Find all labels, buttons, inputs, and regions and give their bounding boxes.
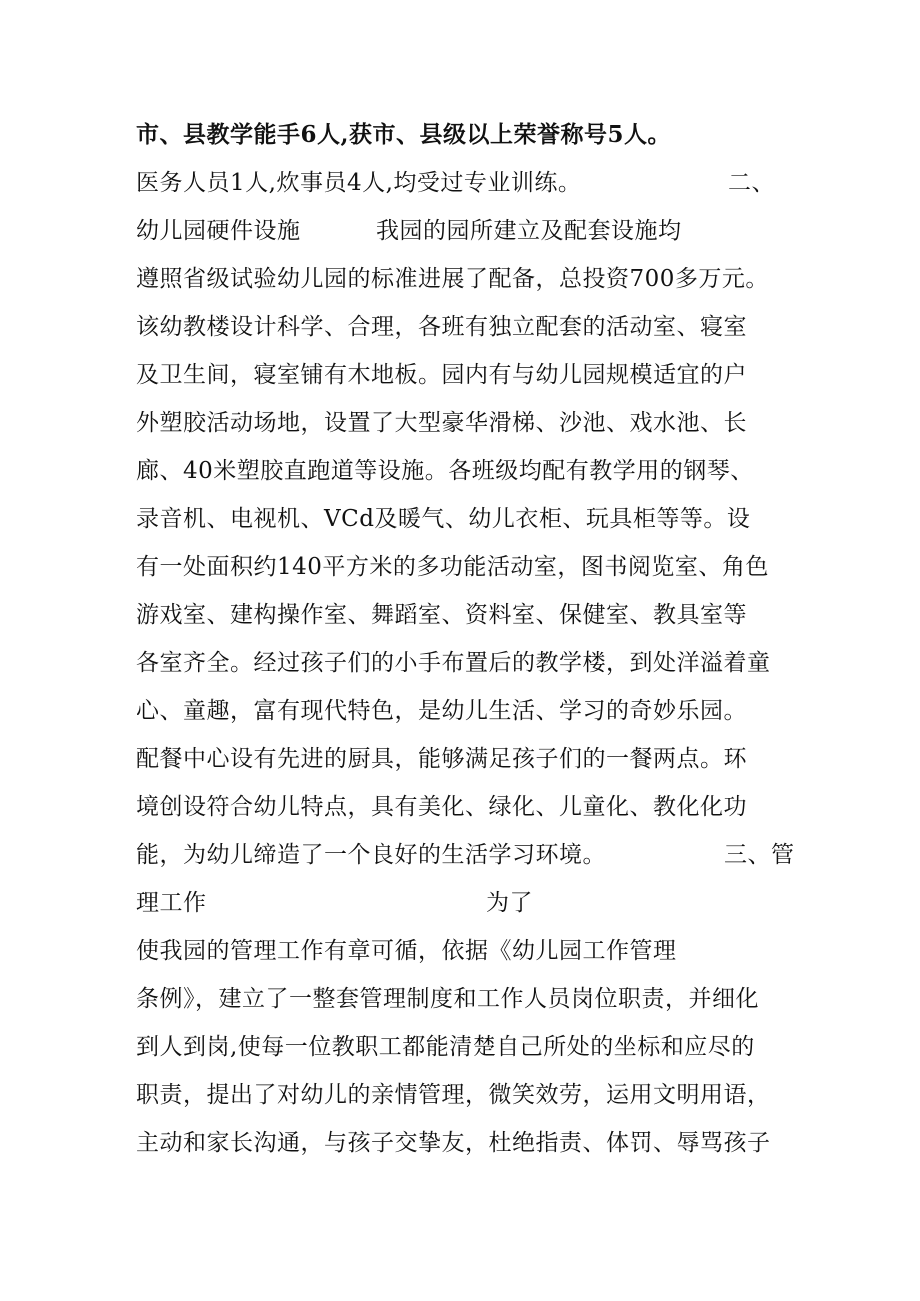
text-line-17: 为了 — [486, 890, 533, 916]
text-line-6: 及卫生间，寝室铺有木地板。园内有与幼儿园规模适宜的户 — [136, 362, 747, 388]
text-line-13: 心、童趣，富有现代特色，是幼儿生活、学习的奇妙乐园。 — [136, 698, 747, 724]
text-line-14: 配餐中心设有先进的厨具，能够满足孩子们的一餐两点。环 — [136, 746, 747, 772]
text-line-20: 到人到岗,使每一位教职工都能清楚自己所处的坐标和应尽的 — [136, 1034, 755, 1060]
text-line-10: 有一处面积约140平方米的多功能活动室，图书阅览室、角色 — [136, 554, 769, 580]
text-line-22: 主动和家长沟通，与孩子交挚友，杜绝指责、体罚、辱骂孩子 — [136, 1130, 771, 1156]
text-line-15: 境创设符合幼儿特点，具有美化、绿化、儿童化、教化化功 — [136, 794, 747, 820]
text-line-19: 条例》，建立了一整套管理制度和工作人员岗位职责，并细化 — [136, 986, 759, 1012]
section-number-2: 二、 — [728, 170, 775, 196]
text-line-12: 各室齐全。经过孩子们的小手布置后的教学楼，到处洋溢着童 — [136, 650, 771, 676]
section-number-3: 三、管 — [724, 842, 795, 868]
text-line-2: 医务人员1人,炊事员4人,均受过专业训练。 — [136, 170, 582, 196]
text-line-18: 使我园的管理工作有章可循，依据《幼儿园工作管理 — [136, 938, 677, 964]
text-line-21: 职责，提出了对幼儿的亲情管理，微笑效劳，运用文明用语， — [136, 1082, 771, 1108]
text-line-8: 廊、40米塑胶直跑道等设施。各班级均配有教学用的钢琴、 — [136, 458, 754, 484]
text-line-3: 我园的园所建立及配套设施均 — [376, 218, 682, 244]
text-line-4: 遵照省级试验幼儿园的标准进展了配备，总投资700多万元。 — [136, 266, 769, 292]
section-heading-management: 理工作 — [136, 890, 207, 916]
section-heading-hardware: 幼儿园硬件设施 — [136, 218, 301, 244]
text-line-1: 市、县教学能手6人,获市、县级以上荣誉称号5人。 — [136, 121, 672, 148]
text-line-7: 外塑胶活动场地，设置了大型豪华滑梯、沙池、戏水池、长 — [136, 410, 747, 436]
text-line-9: 录音机、电视机、VCd及暖气、幼儿衣柜、玩具柜等等。设 — [136, 506, 751, 532]
text-line-16: 能，为幼儿缔造了一个良好的生活学习环境。 — [136, 842, 606, 868]
text-line-5: 该幼教楼设计科学、合理，各班有独立配套的活动室、寝室 — [136, 314, 747, 340]
text-line-11: 游戏室、建构操作室、舞蹈室、资料室、保健室、教具室等 — [136, 602, 747, 628]
